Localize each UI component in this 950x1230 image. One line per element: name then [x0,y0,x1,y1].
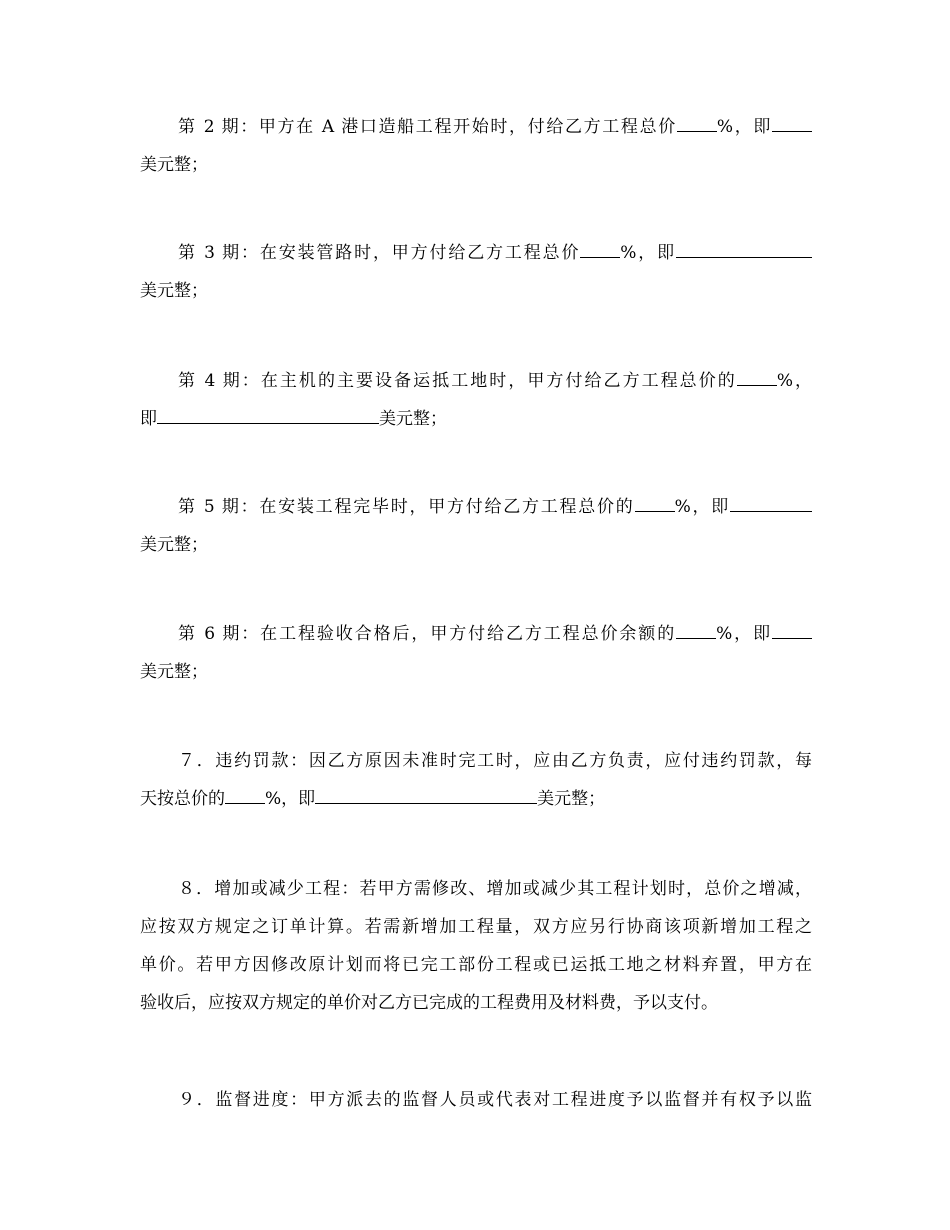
paragraph-line: 美元整； [140,662,208,682]
blank-amount [676,238,812,258]
paragraph-line: 验收后，应按双方规定的单价对乙方已完成的工程费用及材料费，予以支付。 [140,993,718,1013]
paragraph-line: 即 美元整； [140,400,812,438]
paragraph-line: ７．违约罚款：因乙方原因未准时完工时，应由乙方负责，应付违约罚款，每 [178,751,812,771]
payment-phase-3 [140,234,812,310]
paragraph-line: 第 5 期：在安装工程完毕时，甲方付给乙方工程总价的 %，即 [140,488,812,526]
paragraph-line: ８．增加或减少工程：若甲方需修改、增加或减少其工程计划时，总价之增减， [178,879,812,899]
paragraph-line: 美元整； [140,155,208,175]
blank-amount [772,619,812,639]
blank-percent [635,492,675,512]
paragraph-line: 应按双方规定之订单计算。若需新增加工程量，双方应另行协商该项新增加工程之 [140,917,812,937]
paragraph-line: 第 4 期：在主机的主要设备运抵工地时，甲方付给乙方工程总价的 %， [140,362,812,400]
paragraph-line: 第 6 期：在工程验收合格后，甲方付给乙方工程总价余额的 %，即 [140,615,812,653]
payment-phase-4 [140,362,812,438]
blank-amount [315,784,537,804]
paragraph-line: 天按总价的 %，即 美元整； [140,780,812,818]
payment-phase-5 [140,488,812,564]
blank-amount [772,112,812,132]
blank-amount [157,404,379,424]
paragraph-line: ９．监督进度：甲方派去的监督人员或代表对工程进度予以监督并有权予以监 [178,1090,812,1110]
paragraph-line: 第 2 期：甲方在 A 港口造船工程开始时，付给乙方工程总价 %，即 [140,108,812,146]
paragraph-line: 第 3 期：在安装管路时，甲方付给乙方工程总价 %，即 [140,234,812,272]
payment-phase-6 [140,615,812,691]
blank-percent [676,619,716,639]
blank-amount [730,492,812,512]
blank-percent [225,784,265,804]
paragraph-line: 单价。若甲方因修改原计划而将已完工部份工程或已运抵工地之材料弃置，甲方在 [140,955,812,975]
blank-percent [737,366,777,386]
blank-percent [580,238,620,258]
clause-7-penalty [140,742,812,818]
clause-8-changes [140,870,812,1022]
payment-phase-2 [140,108,812,184]
paragraph-line: 美元整； [140,281,208,301]
paragraph-line: 美元整； [140,535,208,555]
clause-9-supervision [140,1081,812,1119]
blank-percent [677,112,717,132]
